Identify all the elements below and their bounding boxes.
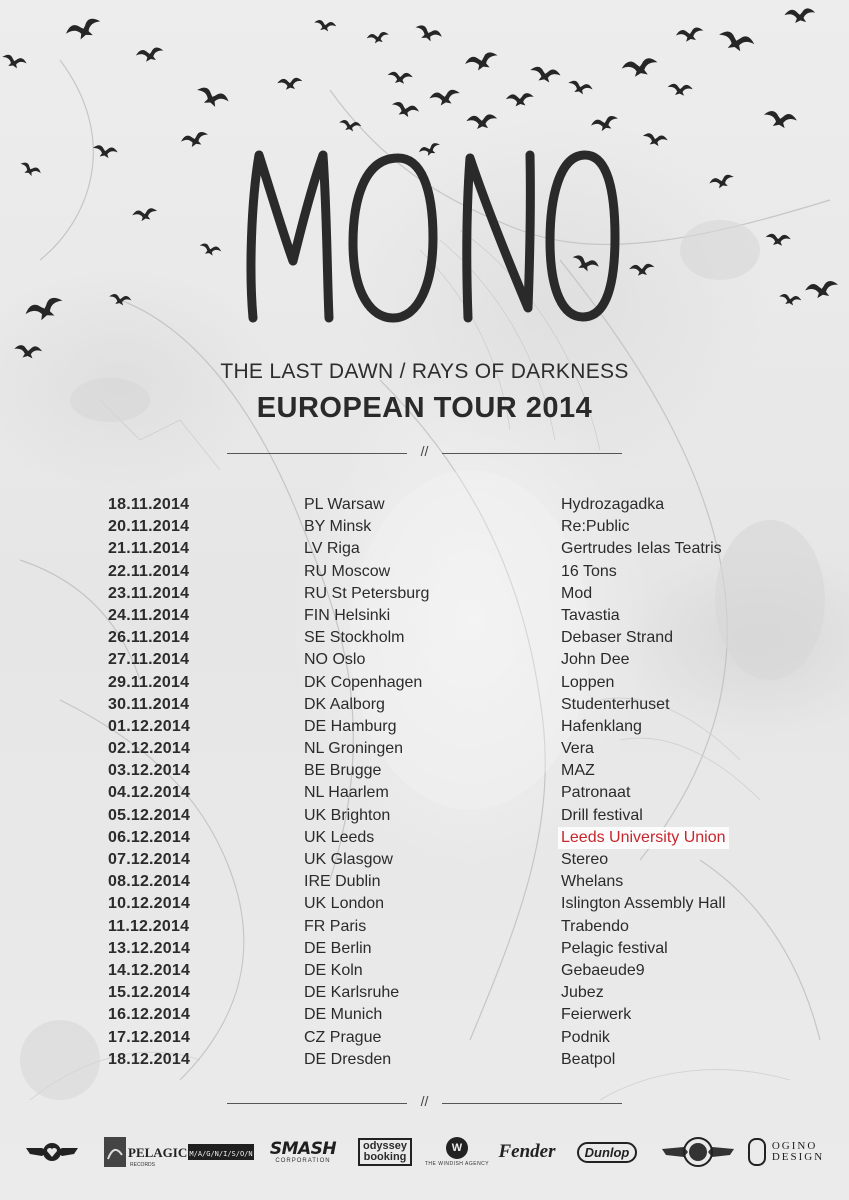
show-city: FIN Helsinki [304,606,391,624]
show-city: SE Stockholm [304,629,405,647]
show-date: 26.11.2014 [108,629,190,647]
show-city: DK Aalborg [304,695,385,713]
tour-date-row [0,605,849,627]
show-date: 30.11.2014 [108,695,190,713]
pelagic-records-logo [104,1132,188,1172]
band-title-logo [223,133,623,333]
show-date: 20.11.2014 [108,518,190,536]
show-venue: Jubez [561,984,604,1002]
show-date: 15.12.2014 [108,984,191,1002]
show-venue: Hafenklang [561,717,642,735]
show-city: UK Brighton [304,806,391,824]
tour-date-row [0,893,849,915]
show-city: DE Munich [304,1006,383,1024]
show-date: 21.11.2014 [108,540,190,558]
show-city: RU Moscow [304,562,391,580]
tour-date-row [0,738,849,760]
show-venue: John Dee [561,651,630,669]
tour-date-row [0,672,849,694]
tour-date-row [0,871,849,893]
tour-dates-list [0,494,849,1071]
show-date: 06.12.2014 [108,828,191,846]
tour-date-row [0,1004,849,1026]
windish-agency-logo: W THE WINDISH AGENCY [424,1132,490,1172]
show-date: 04.12.2014 [108,784,191,802]
show-venue: Drill festival [561,806,643,824]
show-venue-highlighted: Leeds University Union [558,827,729,849]
show-date: 14.12.2014 [108,961,191,979]
album-subtitle: THE LAST DAWN / RAYS OF DARKNESS [220,360,629,383]
show-city: DE Dresden [304,1050,392,1068]
show-venue: MAZ [561,762,595,780]
show-city: NL Groningen [304,740,404,758]
show-city: NO Oslo [304,651,366,669]
show-date: 11.12.2014 [108,917,190,935]
show-date: 01.12.2014 [108,717,191,735]
show-city: IRE Dublin [304,873,381,891]
show-date: 05.12.2014 [108,806,191,824]
show-city: LV Riga [304,540,360,558]
tour-date-row [0,583,849,605]
tour-date-row [0,649,849,671]
show-date: 10.12.2014 [108,895,191,913]
show-date: 13.12.2014 [108,939,191,957]
tour-date-row [0,760,849,782]
tour-date-row [0,916,849,938]
magnison-logo [188,1132,254,1172]
show-city: DE Hamburg [304,717,397,735]
separator-bottom: // [227,1096,622,1110]
tour-date-row [0,805,849,827]
tour-date-row [0,494,849,516]
tour-date-row [0,627,849,649]
show-city: DE Koln [304,961,363,979]
show-venue: Mod [561,584,593,602]
show-venue: Vera [561,740,594,758]
show-venue: Re:Public [561,518,630,536]
show-city: RU St Petersburg [304,584,430,602]
show-city: UK London [304,895,385,913]
show-date: 02.12.2014 [108,740,191,758]
tour-date-row [0,849,849,871]
ogino-design-logo: OGINO DESIGN [746,1132,826,1172]
fender-logo: Fender [498,1141,556,1162]
show-venue: Gebaeude9 [561,961,645,979]
show-venue: Stereo [561,851,609,868]
svg-text:M/A/G/N/I/S/O/N: M/A/G/N/I/S/O/N [189,1150,253,1158]
show-venue: Tavastia [561,606,620,624]
show-venue: Hydrozagadka [561,496,665,513]
tour-date-row [0,716,849,738]
tour-date-row [0,938,849,960]
show-date: 18.12.2014 [108,1050,191,1068]
winged-heart-logo [24,1132,80,1172]
tour-date-row [0,516,849,538]
tour-date-row [0,960,849,982]
tour-date-row [0,982,849,1004]
tour-date-row [0,694,849,716]
show-venue: Pelagic festival [561,939,668,957]
tour-date-row [0,1049,849,1071]
show-date: 24.11.2014 [108,606,190,624]
show-city: CZ Prague [304,1028,382,1046]
show-venue: Podnik [561,1028,610,1046]
show-date: 17.12.2014 [108,1028,191,1046]
svg-text:PELAGIC: PELAGIC [128,1145,188,1160]
smash-corporation-logo: SMASH CORPORATION [269,1138,337,1164]
show-city: DE Karlsruhe [304,984,400,1002]
show-venue: Patronaat [561,784,631,802]
show-venue: Debaser Strand [561,629,674,647]
show-venue: Gertrudes Ielas Teatris [561,540,722,558]
show-city: NL Haarlem [304,784,389,802]
show-date: 27.11.2014 [108,651,190,669]
show-venue: Feierwerk [561,1006,632,1024]
tour-date-row [0,561,849,583]
sponsor-logos [0,1132,849,1176]
separator-top: // [227,446,622,460]
show-venue: Studenterhuset [561,695,670,713]
tour-title: EUROPEAN TOUR 2014 [256,392,593,424]
show-city: BE Brugge [304,762,382,780]
odyssey-booking-logo: odyssey booking [356,1132,414,1172]
show-city: BY Minsk [304,518,372,536]
show-venue: Islington Assembly Hall [561,895,726,913]
show-venue: Loppen [561,673,615,691]
show-venue: Trabendo [561,917,629,935]
winged-badge-logo [660,1132,736,1172]
show-date: 08.12.2014 [108,873,191,891]
tour-date-row [0,538,849,560]
show-date: 18.11.2014 [108,496,190,513]
show-city: UK Leeds [304,828,375,846]
show-date: 07.12.2014 [108,851,191,868]
dunlop-logo: Dunlop [572,1132,642,1172]
show-date: 29.11.2014 [108,673,190,691]
show-city: UK Glasgow [304,851,393,868]
show-date: 22.11.2014 [108,562,190,580]
tour-date-row [0,1027,849,1049]
show-city: DK Copenhagen [304,673,423,691]
show-date: 23.11.2014 [108,584,190,602]
svg-text:RECORDS: RECORDS [130,1162,156,1168]
show-venue: Whelans [561,873,624,891]
show-city: FR Paris [304,917,367,935]
show-date: 03.12.2014 [108,762,191,780]
show-city: DE Berlin [304,939,372,957]
tour-date-row [0,782,849,804]
show-date: 16.12.2014 [108,1006,191,1024]
show-city: PL Warsaw [304,496,385,513]
show-venue: Beatpol [561,1050,616,1068]
tour-date-row [0,827,849,849]
show-venue: 16 Tons [561,562,617,580]
